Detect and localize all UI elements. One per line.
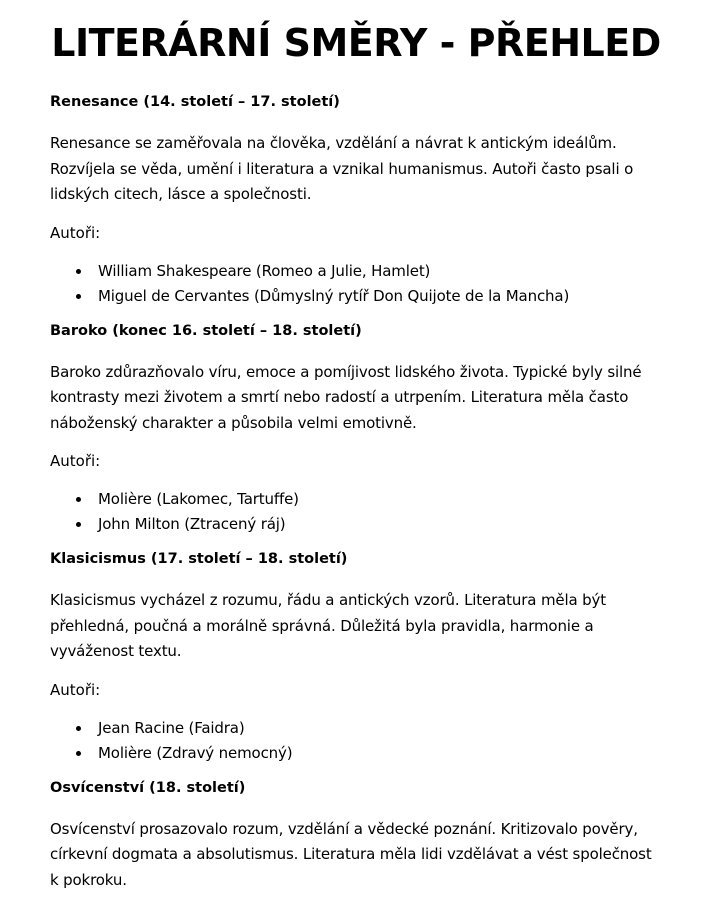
section-heading: Klasicismus (17. století – 18. století)	[50, 551, 348, 567]
bullet-icon	[76, 497, 81, 502]
author-text: Molière (Zdravý nemocný)	[98, 743, 293, 762]
author-list	[50, 716, 662, 766]
author-text: William Shakespeare (Romeo a Julie, Hamlet)	[98, 261, 431, 280]
list-item	[50, 259, 662, 284]
authors-label: Autoři:	[50, 452, 101, 470]
section-text: Klasicismus vycházel z rozumu, řádu a antických vzorů. Literatura měla být přehledná, poučná a morálně správná. Důležitá byla pravidla, harmonie a vyváženost textu.	[50, 591, 606, 660]
list-item	[50, 716, 662, 741]
section-heading: Osvícenství (18. století)	[50, 779, 246, 796]
list-item	[50, 284, 662, 309]
authors-label: Autoři:	[50, 680, 101, 699]
section-text: Renesance se zaměřovala na člověka, vzdělání a návrat k antickým ideálům. Rozvíjela se věda, umění i literatura a vznikal humanismus. Autoři často psali o lidských citech, lásce a společnosti.	[50, 134, 634, 203]
page-title: LITERÁRNÍ SMĚRY - PŘEHLED	[51, 21, 661, 65]
bullet-icon	[76, 751, 81, 756]
bullet-icon	[76, 726, 81, 731]
list-item	[50, 741, 662, 766]
section-renesance	[50, 92, 662, 309]
bullet-icon	[76, 269, 81, 274]
section-heading: Baroko (konec 16. století – 18. století)	[50, 322, 362, 339]
list-item	[50, 487, 662, 512]
author-text: Miguel de Cervantes (Důmyslný rytíř Don Quijote de la Mancha)	[98, 286, 570, 305]
author-list	[50, 259, 662, 309]
bullet-icon	[76, 522, 81, 527]
author-text: Jean Racine (Faidra)	[98, 718, 245, 737]
author-list	[50, 487, 662, 537]
authors-label: Autoři:	[50, 223, 101, 242]
section-baroko	[50, 321, 662, 538]
list-item	[50, 512, 662, 537]
author-text: Molière (Lakomec, Tartuffe)	[98, 490, 299, 508]
section-text: Baroko zdůrazňovalo víru, emoce a pomíjivost lidského života. Typické byly silné kontrasty mezi životem a smrtí nebo radostí a utrpením. Literatura měla často náboženský charakter a působila velmi emotivně.	[50, 362, 642, 432]
bullet-icon	[76, 294, 81, 299]
author-text: John Milton (Ztracený ráj)	[98, 515, 286, 533]
section-heading: Renesance (14. století – 17. století)	[50, 94, 340, 110]
section-text: Osvícenství prosazovalo rozum, vzdělání a vědecké poznání. Kritizovalo pověry, církevní dogmata a absolutismus. Literatura měla lidi vzdělávat a vést společnost k pokroku.	[50, 819, 652, 889]
section-osvicenstvi	[50, 778, 662, 894]
section-klasicismus	[50, 549, 662, 766]
